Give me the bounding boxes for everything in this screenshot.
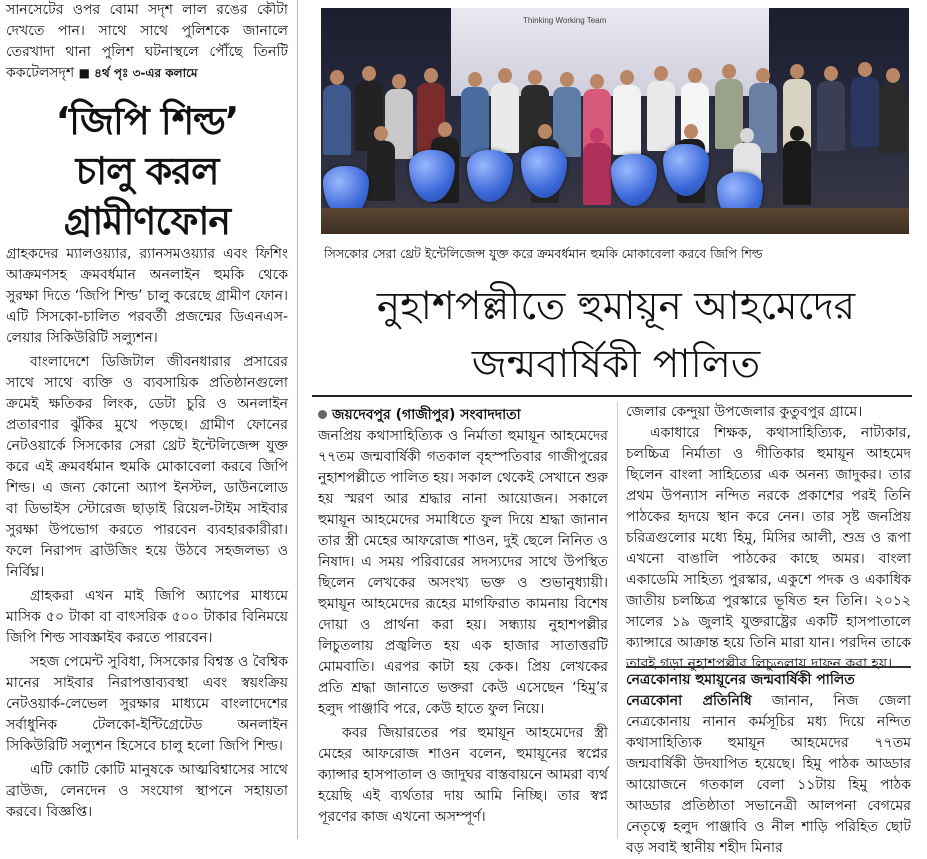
- person-figure: [461, 72, 489, 157]
- column-divider: [617, 402, 618, 839]
- column-divider: [297, 0, 298, 839]
- netrokona-sub-story: [626, 666, 911, 859]
- gp-shield-headline-line2: চালু করল: [75, 149, 219, 193]
- person-figure: [367, 126, 395, 201]
- article-paragraph: একাধারে শিক্ষক, কথাসাহিত্যিক, নাট্যকার, চলচ্চিত্র নির্মাতা ও গীতিকার হুমায়ূন আহমেদ ছিলেন বাংলা সাহিত্যের এক অনন্য জাদুকর। তার প্রথম উপন্যাস নন্দিত নরকে প্রকাশের পরই তিনি পাঠকের হৃদয়ে স্থান করে নেন। তার সৃষ্ট জনপ্রিয় চরিত্রগুলোর মধ্যে হিমু, মিসির আলী, শুভ্র ও রূপা এখনো বাঙালি পাঠকের কাছে অমর। বাংলা একাডেমি সাহিত্য পুরস্কার, একুশে পদক ও একাধিক জাতীয় চলচ্চিত্র পুরস্কারে ভূষিত হন তিনি। ২০১২ সালের ১৯ জুলাই যুক্তরাষ্ট্রের একটি হাসপাতালে ক্যান্সারে আক্রান্ত হয়ে তিনি মারা যান। পরদিন তাকে তারই গড়া নুহাশপল্লীর লিচুতলায় দাফন করা হয়।: [626, 425, 911, 672]
- sub-story-lead: নেত্রকোনা প্রতিনিধি: [626, 693, 752, 709]
- continuation-marker: ■ ৪র্থ পৃঃ ৩-এর কলামে: [78, 66, 198, 80]
- person-figure: [817, 66, 845, 151]
- photo-caption: সিসকোর সেরা থ্রেট ইন্টেলিজেন্স যুক্ত করে ক্রমবর্ধমান হুমকি মোকাবেলা করবে জিপি শিল্ড: [324, 246, 763, 261]
- main-article-column-1: [318, 404, 608, 828]
- shield-prop-icon: [521, 146, 567, 198]
- person-figure: [783, 126, 811, 205]
- headline-rule: [312, 395, 912, 397]
- article-paragraph: জনপ্রিয় কথাসাহিত্যিক ও নির্মাতা হুমায়ূন আহমেদের ৭৭তম জন্মবার্ষিকী গতকাল বৃহস্পতিবার গাজীপুরের নুহাশপল্লীতে পালিত হয়। সকাল থেকেই সেখানে শুরু হয় স্মরণ আর শ্রদ্ধার নানা আয়োজন। সকালে হুমায়ূন আহমেদের সমাধিতে ফুল দিয়ে শ্রদ্ধা জানান তার স্ত্রী মেহের আফরোজ শাওন, দুই ছেলে নিনিত ও নিষাদ। এ সময় পরিবারের সদস্যদের সাথে উপস্থিত ছিলেন লেখকের অসংখ্য ভক্ত ও শুভানুধ্যায়ী। হুমায়ূন আহমেদের রূহের মাগফিরাত কামনায় বিশেষ দোয়া ও প্রার্থনা করা হয়। সন্ধ্যায় নুহাশপল্লীর লিচুতলায় প্রজ্বলিত হয় এক হাজার সাতাত্তরটি মোমবাতি। এরপর কাটা হয় কেক। প্রিয় লেখকের প্রতি শ্রদ্ধা জানাতে ভক্তরা কেউ এসেছেন ‘হিমু’র হলুদ পাঞ্জাবি পরে, কেউ হাতে ফুল নিয়ে।: [318, 428, 608, 717]
- gp-shield-headline: [8, 96, 286, 246]
- sub-story-text: জানান, নিজ জেলা নেত্রকোনায় নানান কর্মসূচির মধ্য দিয়ে নন্দিত কথাসাহিত্যিক হুমায়ূন আহমেদের ৭৭তম জন্মবার্ষিকী উদযাপিত হয়েছে। হিমু পাঠক আড্ডার আয়োজনে গতকাল বেলা ১১টায় হিমু পাঠক আড্ডার প্রতিষ্ঠাতা সভানেত্রী আলপনা বেগমের নেতৃত্বে হলুদ পাঞ্জাবি ও নীল শাড়ি পরিহিত ছোট বড় সবাই স্থানীয় শহীদ মিনার: [626, 693, 912, 856]
- left-column-top: [6, 0, 288, 84]
- gp-shield-paragraph: গ্রাহকদের ম্যালওয়্যার, র‍্যানসমওয়্যার এবং ফিশিং আক্রমণসহ ক্রমবর্ধমান অনলাইন হুমকি থেকে সুরক্ষা দিতে ‘জিপি শিল্ড’ চালু করেছে গ্রামীণ ফোন। এটি সিসকো-চালিত পরবর্তী প্রজন্মের ডিএনএস-লেয়ার সিকিউরিটি সল্যুশন।: [6, 246, 288, 346]
- main-headline: নুহাশপল্লীতে হুমায়ূন আহমেদের জন্মবার্ষিকী পালিত: [376, 284, 856, 387]
- article-paragraph: কবর জিয়ারতের পর হুমায়ূন আহমেদের স্ত্রী মেহের আফরোজ শাওন বলেন, হুমায়ূনের স্বপ্নের ক্যান্সার হাসপাতাল ও জাদুঘর বাস্তবায়নে আমরা ব্যর্থ হয়েছি এই ব্যর্থতার দায় আমি নিচ্ছি। তার স্বপ্ন পূরণের কাজ এখনো অসম্পূর্ণ।: [318, 725, 608, 825]
- sub-story-title: নেত্রকোনায় হুমায়ূনের জন্মবার্ষিকী পালিত: [626, 672, 855, 688]
- previous-story-tail: সানসেটের ওপর বোমা সদৃশ লাল রঙের কৌটা দেখতে পান। সাথে সাথে পুলিশকে জানালে তেরখাদা থানা পুলিশ ঘটনাস্থলে পৌঁছে তিনটি ককটেলসদৃশ: [6, 2, 288, 81]
- screen-text: Thinking Working Team: [523, 16, 607, 25]
- stage-floor: [321, 208, 909, 234]
- gp-shield-headline-line1: ‘জিপি শিল্ড’: [55, 99, 239, 143]
- bullet-icon: [318, 410, 327, 419]
- gp-shield-paragraph: সহজ পেমেন্ট সুবিধা, সিসকোর বিশ্বস্ত ও বৈশ্বিক মানের সাইবার নিরাপত্তাব্যবস্থা এবং স্বয়ংক্রিয় নেটওয়ার্ক-লেভেল সুরক্ষার মাধ্যমে বাংলাদেশের সর্বাধুনিক টেলকো-ইন্টিগ্রেটেড অনলাইন সিকিউরিটি সল্যুশন হিসেবে চালু হলো জিপি শিল্ড।: [6, 654, 288, 754]
- person-figure: [323, 70, 351, 155]
- gp-shield-paragraph: বাংলাদেশে ডিজিটাল জীবনধারার প্রসারের সাথে সাথে ব্যক্তি ও ব্যবসায়িক প্রতিষ্ঠানগুলো ক্রমেই ক্ষতিকর লিংক, ডেটা চুরি ও অনলাইন প্রতারণার ঝুঁকির মুখে পড়ছে। গ্রামীণ ফোনের নেটওয়ার্কে সিসকোর সেরা থ্রেট ইন্টেলিজেন্স যুক্ত করে এই ক্রমবর্ধমান হুমকি মোকাবেলা করবে জিপি শিল্ড। এ জন্য কোনো অ্যাপ ইনস্টল, ডাউনলোড বা ডিভাইস স্টোরেজ ছাড়াই রিয়েল-টাইম সাইবার সুরক্ষা উপভোগ করতে পারবেন ব্যবহারকারীরা। ফলে নিরাপদ ব্রাউজিং হয়ে উঠবে সহজলভ্য ও নির্বিঘ্ন।: [6, 354, 288, 580]
- gp-shield-article: [6, 244, 288, 826]
- gp-shield-paragraph: এটি কোটি কোটি মানুষকে আত্মবিশ্বাসের সাথে ব্রাউজ, লেনদেন ও সংযোগ স্থাপনে সহায়তা করবে। বিজ্ঞপ্তি।: [6, 762, 288, 820]
- gp-shield-headline-line3: গ্রামীণফোন: [63, 199, 231, 243]
- news-photo: [321, 8, 909, 234]
- byline: জয়দেবপুর (গাজীপুর) সংবাদদাতা: [332, 407, 521, 423]
- article-paragraph: জেলার কেন্দুয়া উপজেলার কুতুবপুর গ্রামে।: [626, 404, 863, 420]
- person-figure: [879, 68, 907, 153]
- person-figure: [491, 68, 519, 153]
- person-figure: [613, 70, 641, 155]
- person-figure: [851, 62, 879, 147]
- gp-shield-paragraph: গ্রাহকরা এখন মাই জিপি অ্যাপের মাধ্যমে মাসিক ৫০ টাকা বা বাৎসরিক ৫০০ টাকার বিনিময়ে জিপি শিল্ড সাবস্ক্রাইব করতে পারবেন।: [6, 588, 288, 646]
- person-figure: [583, 128, 611, 205]
- shield-prop-icon: [611, 154, 657, 206]
- shield-prop-icon: [467, 150, 513, 202]
- person-figure: [647, 66, 675, 151]
- main-article-column-2: [626, 402, 911, 675]
